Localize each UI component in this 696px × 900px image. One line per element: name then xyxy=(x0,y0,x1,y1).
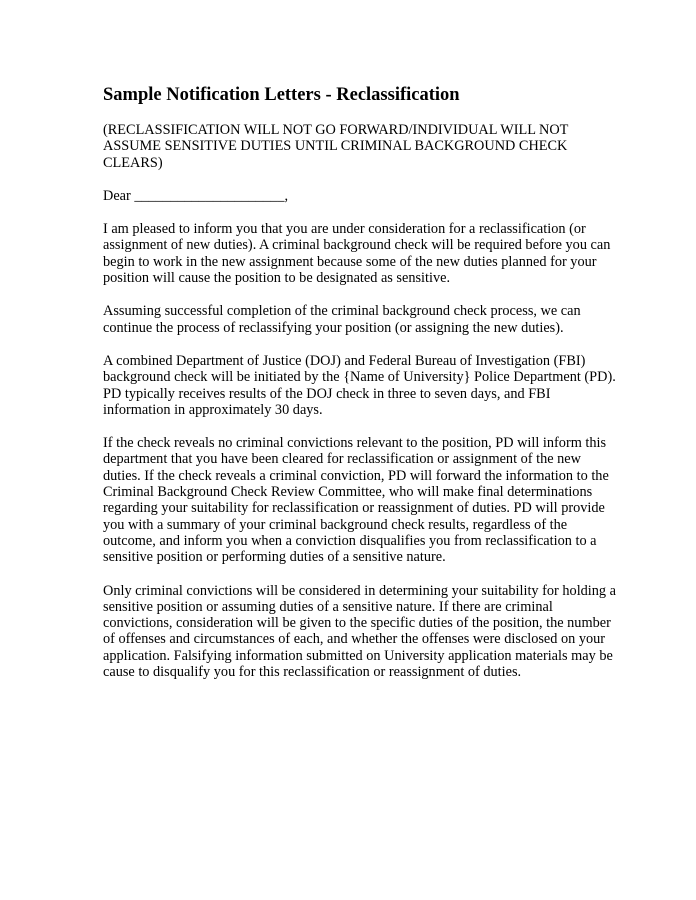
paragraph-convictions xyxy=(103,582,616,681)
text-line: regarding your suitability for reclassification or reassignment of duties. PD will provide xyxy=(103,500,605,517)
text-line: department that you have been cleared for reclassification or assignment of the new xyxy=(103,451,581,468)
text-line: position will cause the position to be designated as sensitive. xyxy=(103,270,451,287)
text-line: Assuming successful completion of the criminal background check process, we can xyxy=(103,303,581,320)
paragraph-continuation xyxy=(103,303,603,336)
paragraph-consideration xyxy=(103,221,611,287)
text-line: information in approximately 30 days. xyxy=(103,401,323,418)
text-line: begin to work in the new assignment because some of the new duties planned for your xyxy=(103,253,597,270)
text-line: sensitive position or assuming duties of a sensitive nature. If there are criminal xyxy=(103,598,553,615)
paragraph-background-check xyxy=(103,352,616,418)
text-line: PD typically receives results of the DOJ check in three to seven days, and FBI xyxy=(103,385,551,402)
text-line: background check will be initiated by the {Name of University} Police Department (PD). xyxy=(103,369,616,386)
text-line: continue the process of reclassifying your position (or assigning the new duties). xyxy=(103,319,564,336)
text-line: assignment of new duties). A criminal background check will be required before you can xyxy=(103,237,611,254)
salutation: Dear _____________________, xyxy=(103,187,289,204)
text-line: duties. If the check reveals a criminal conviction, PD will forward the information to the xyxy=(103,467,609,484)
condition-line: CLEARS) xyxy=(103,154,163,171)
text-line: sensitive position or performing duties of a sensitive nature. xyxy=(103,549,446,566)
document-page xyxy=(103,84,616,697)
condition-notice xyxy=(103,122,603,171)
condition-line: ASSUME SENSITIVE DUTIES UNTIL CRIMINAL BACKGROUND CHECK xyxy=(103,138,568,155)
text-line: A combined Department of Justice (DOJ) and Federal Bureau of Investigation (FBI) xyxy=(103,352,586,369)
text-line: Only criminal convictions will be considered in determining your suitability for holding a xyxy=(103,582,616,599)
paragraph-results xyxy=(103,435,609,566)
text-line: convictions, consideration will be given to the specific duties of the position, the number xyxy=(103,615,611,632)
text-line: you with a summary of your criminal background check results, regardless of the xyxy=(103,516,568,533)
text-line: of offenses and circumstances of each, and whether the offenses were disclosed on your xyxy=(103,631,606,648)
condition-line: (RECLASSIFICATION WILL NOT GO FORWARD/INDIVIDUAL WILL NOT xyxy=(103,122,569,138)
document-title: Sample Notification Letters - Reclassification xyxy=(103,85,460,105)
text-line: cause to disqualify you for this reclassification or reassignment of duties. xyxy=(103,664,522,681)
text-line: Criminal Background Check Review Committee, who will make final determinations xyxy=(103,484,593,501)
text-line: application. Falsifying information submitted on University application materials may be xyxy=(103,647,613,664)
text-line: I am pleased to inform you that you are under consideration for a reclassification (or xyxy=(103,221,586,238)
text-line: If the check reveals no criminal convictions relevant to the position, PD will inform this xyxy=(103,435,607,452)
text-line: outcome, and inform you when a conviction disqualifies you from reclassification to a xyxy=(103,532,597,549)
